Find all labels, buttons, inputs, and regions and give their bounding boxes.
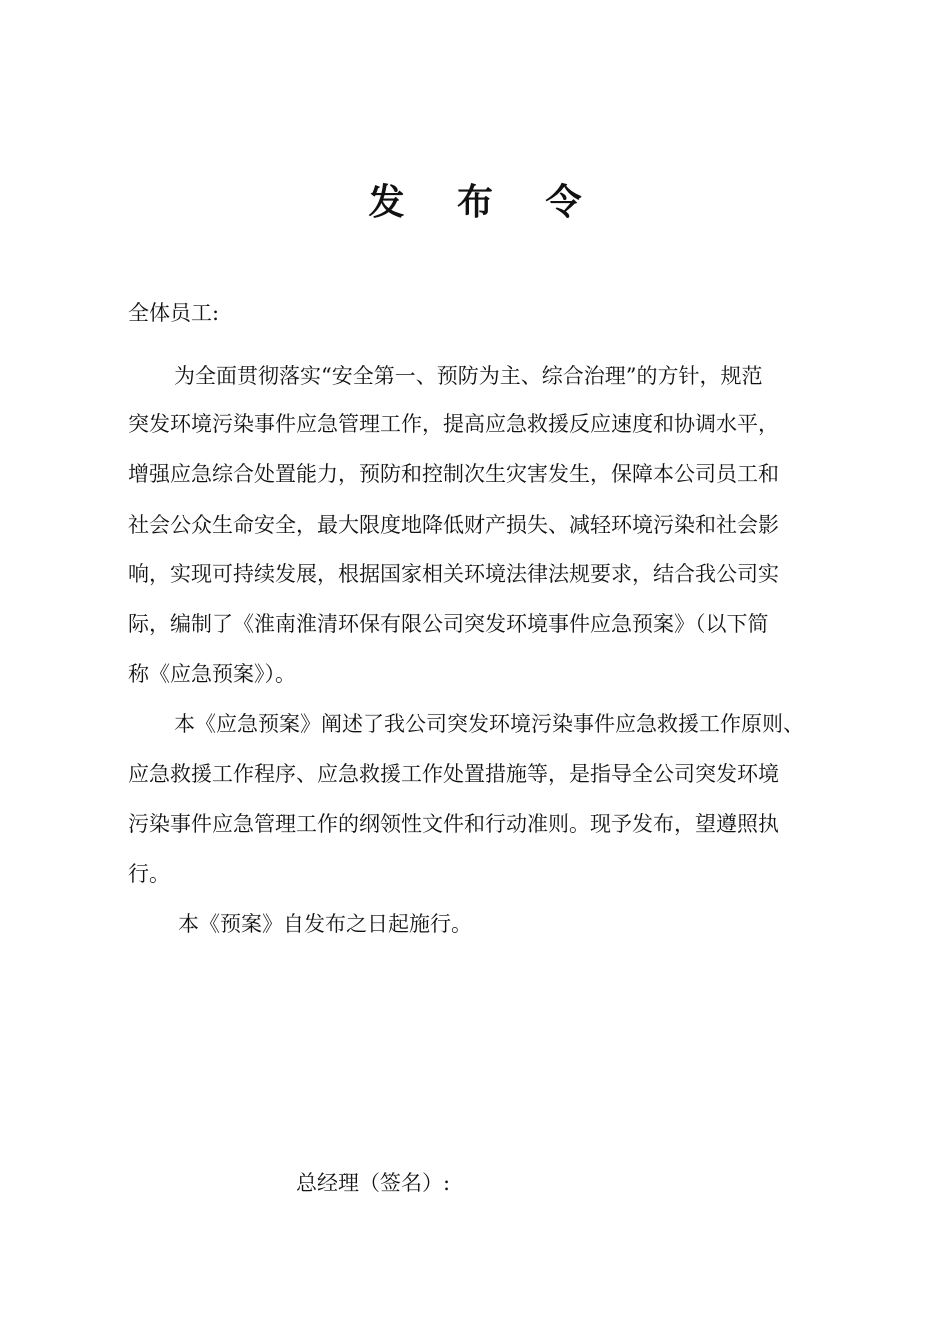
paragraph1-line: 为全面贯彻落实“安全第一、预防为主、综合治理”的方针，规范 [174,364,763,388]
paragraph3-line: 本《预案》自发布之日起施行。 [178,912,472,936]
paragraph2-line: 行。 [128,862,170,886]
paragraph1-line: 突发环境污染事件应急管理工作，提高应急救援反应速度和协调水平， [128,412,779,436]
paragraph2-line: 污染事件应急管理工作的纲领性文件和行动准则。现予发布，望遵照执 [128,812,779,836]
paragraph1-line: 称《应急预案》）。 [128,662,296,686]
paragraph1-line: 际，编制了《淮南淮清环保有限公司突发环境事件应急预案》（以下简 [128,612,769,636]
paragraph2-line: 应急救援工作程序、应急救援工作处置措施等，是指导全公司突发环境 [128,762,779,786]
paragraph2-line: 本《应急预案》阐述了我公司突发环境污染事件应急救援工作原则、 [174,712,804,736]
paragraph1-line: 增强应急综合处置能力，预防和控制次生灾害发生，保障本公司员工和 [128,462,779,486]
paragraph1-line: 社会公众生命安全，最大限度地降低财产损失、减轻环境污染和社会影 [128,513,779,537]
salutation: 全体员工: [128,301,220,325]
signature-line: 总经理（签名）: [296,1171,451,1195]
paragraph1-line: 响，实现可持续发展，根据国家相关环境法律法规要求，结合我公司实 [128,562,779,586]
document-title: 发 布 令 [368,181,602,223]
